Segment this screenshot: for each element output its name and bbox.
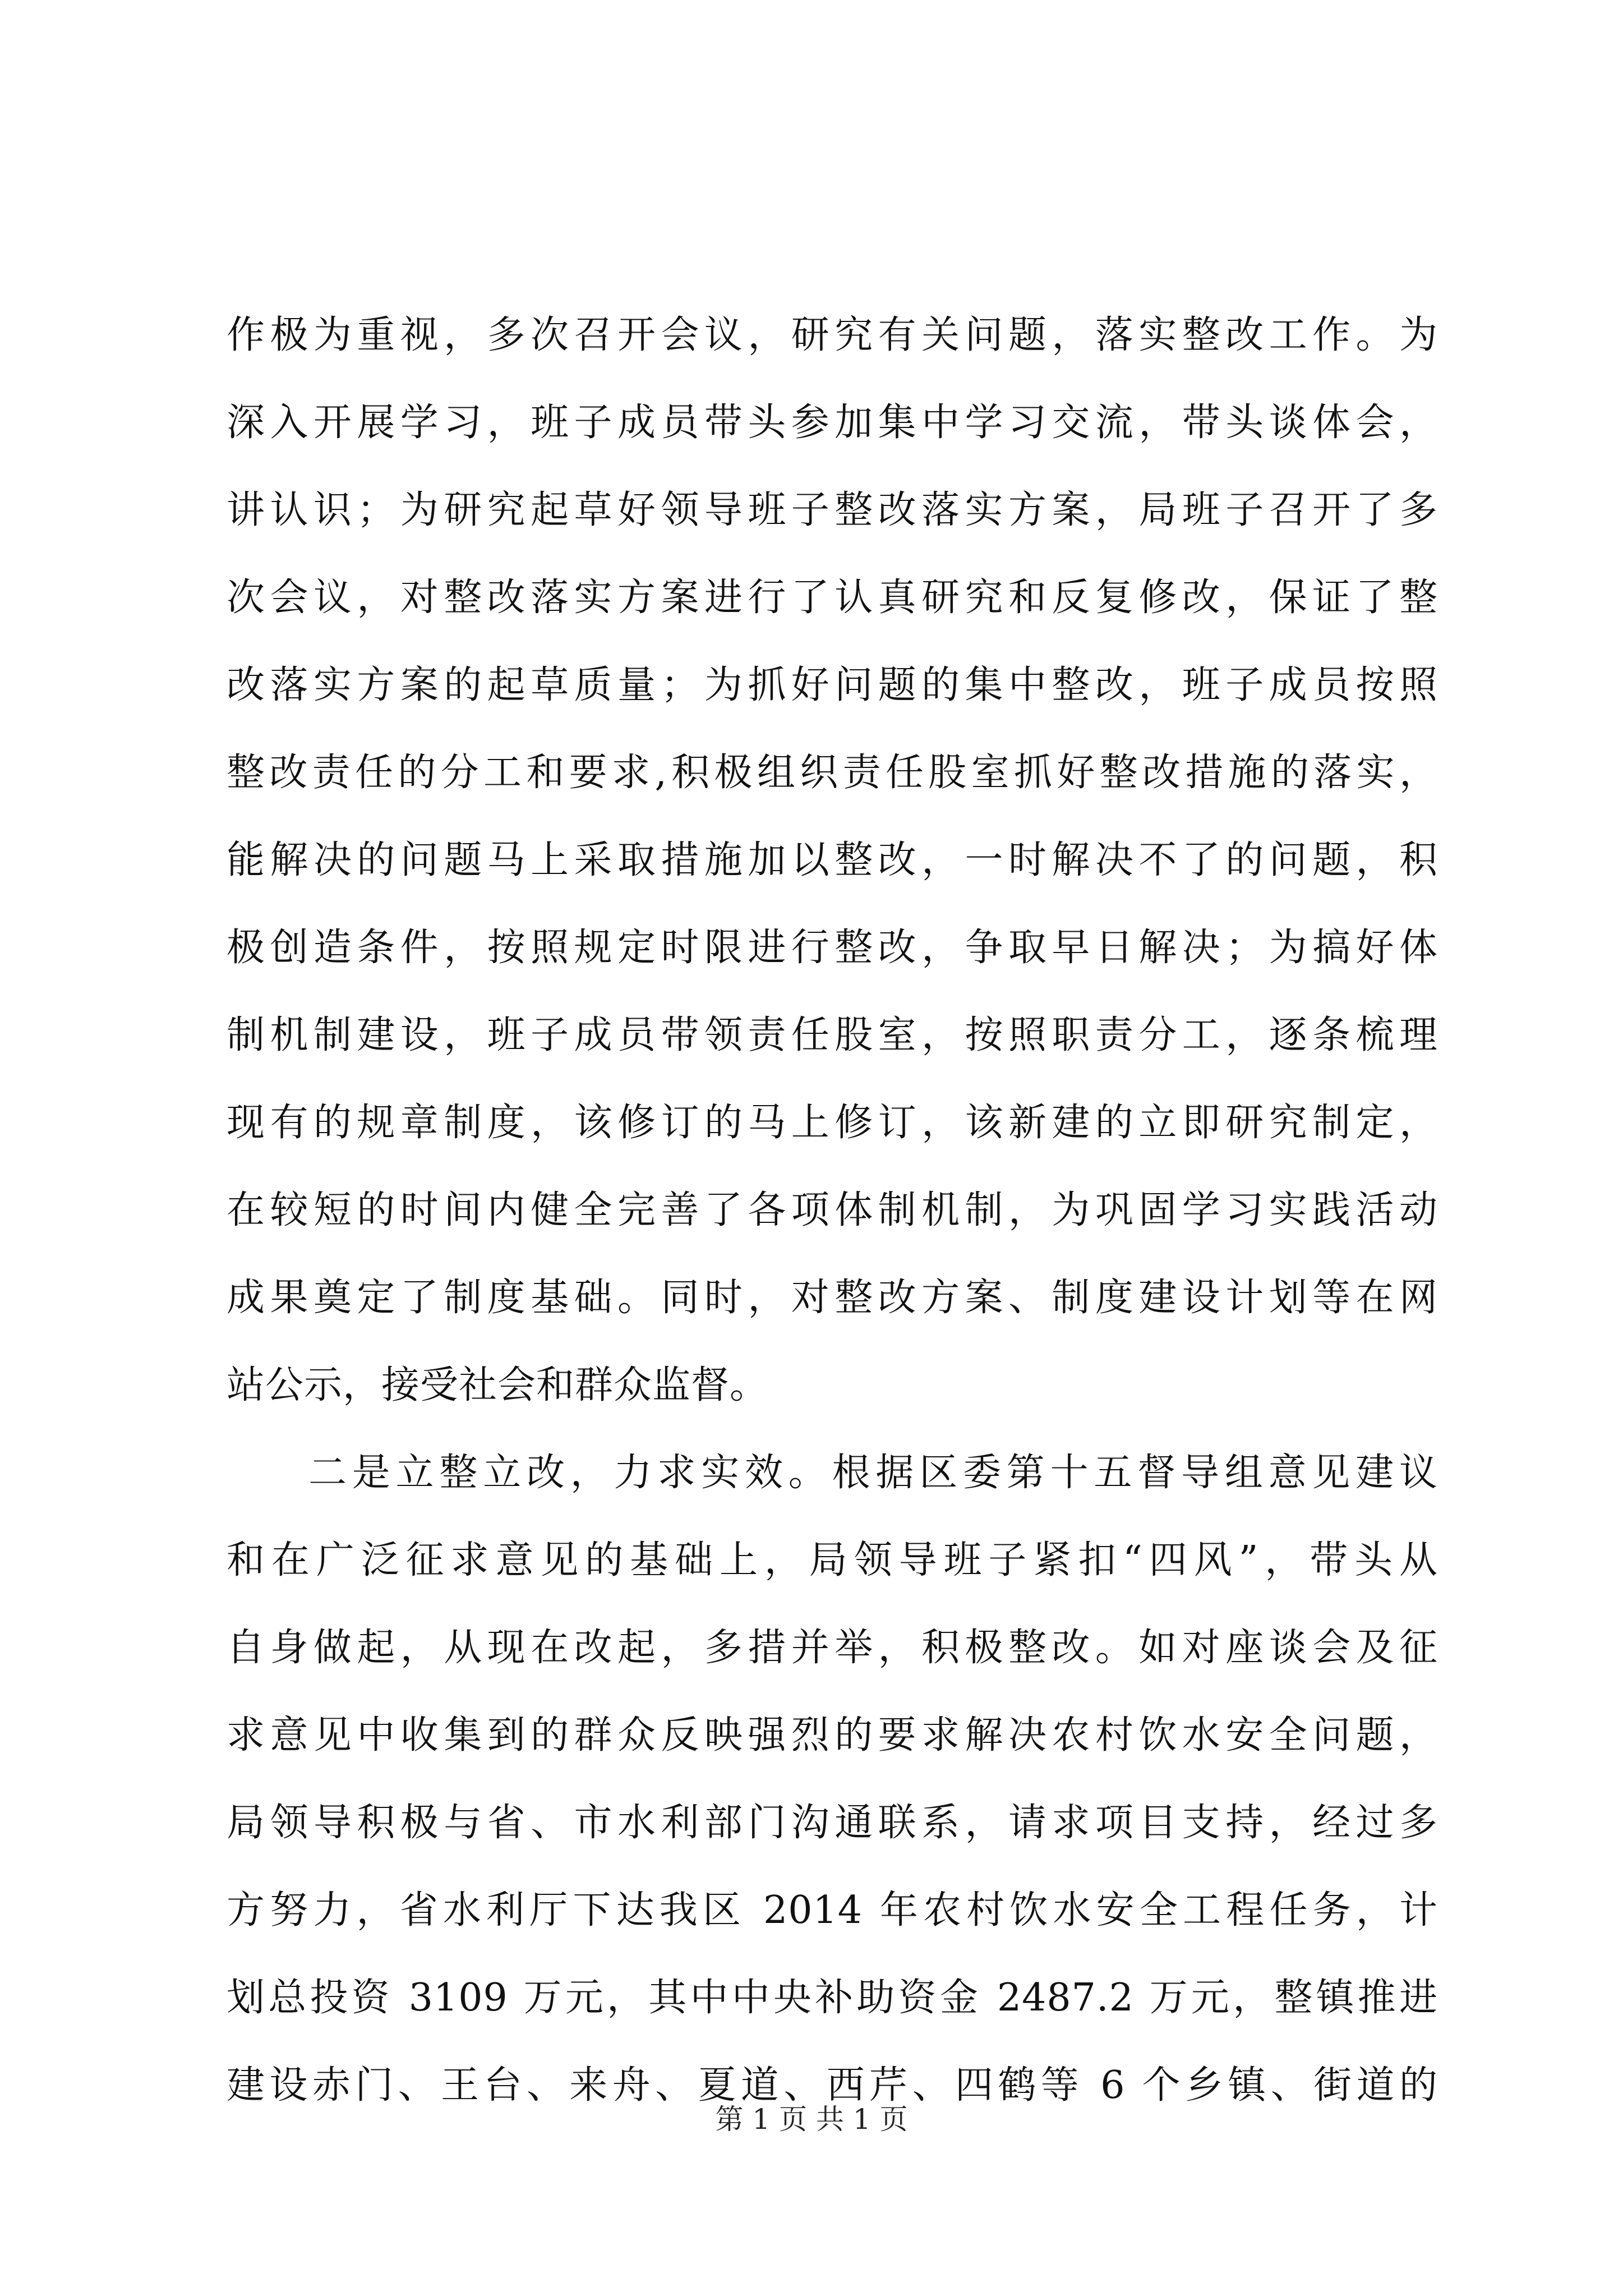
text-line: 局领导积极与省、市水利部门沟通联系，请求项目支持，经过多 xyxy=(227,1801,1438,1845)
text-line: 现有的规章制度，该修订的马上修订，该新建的立即研究制定， xyxy=(227,1101,1438,1145)
text-line: 作极为重视，多次召开会议，研究有关问题，落实整改工作。为 xyxy=(227,313,1438,357)
text-line-paragraph-start: 二是立整立改，力求实效。根据区委第十五督导组意见建议 xyxy=(308,1451,1438,1495)
text-line: 极创造条件，按照规定时限进行整改，争取早日解决；为搞好体 xyxy=(227,926,1438,970)
text-line: 成果奠定了制度基础。同时，对整改方案、制度建设计划等在网 xyxy=(227,1276,1438,1320)
text-line: 划总投资 3109 万元，其中中央补助资金 2487.2 万元，整镇推进 xyxy=(227,1976,1438,2020)
text-line: 建设赤门、王台、来舟、夏道、西芹、四鹤等 6 个乡镇、街道的 xyxy=(227,2063,1438,2108)
text-line: 次会议，对整改落实方案进行了认真研究和反复修改，保证了整 xyxy=(227,576,1438,620)
text-line: 求意见中收集到的群众反映强烈的要求解决农村饮水安全问题， xyxy=(227,1713,1438,1757)
text-line: 自身做起，从现在改起，多措并举，积极整改。如对座谈会及征 xyxy=(227,1626,1438,1670)
body-text xyxy=(227,292,1438,2129)
text-line: 制机制建设，班子成员带领责任股室，按照职责分工，逐条梳理 xyxy=(227,1013,1438,1057)
page-number-footer: 第 1 页 共 1 页 xyxy=(715,2103,908,2136)
text-line: 整改责任的分工和要求,积极组织责任股室抓好整改措施的落实， xyxy=(227,751,1438,795)
text-line: 深入开展学习，班子成员带头参加集中学习交流，带头谈体会， xyxy=(227,401,1438,445)
text-line: 和在广泛征求意见的基础上，局领导班子紧扣“四风”，带头从 xyxy=(227,1538,1438,1582)
text-line-paragraph-end: 站公示，接受社会和群众监督。 xyxy=(227,1363,769,1407)
text-line: 能解决的问题马上采取措施加以整改，一时解决不了的问题，积 xyxy=(227,838,1438,882)
text-line: 讲认识；为研究起草好领导班子整改落实方案，局班子召开了多 xyxy=(227,488,1438,532)
text-line: 改落实方案的起草质量；为抓好问题的集中整改，班子成员按照 xyxy=(227,663,1438,707)
text-line: 方努力，省水利厅下达我区 2014 年农村饮水安全工程任务，计 xyxy=(227,1888,1438,1932)
text-line: 在较短的时间内健全完善了各项体制机制，为巩固学习实践活动 xyxy=(227,1188,1438,1232)
